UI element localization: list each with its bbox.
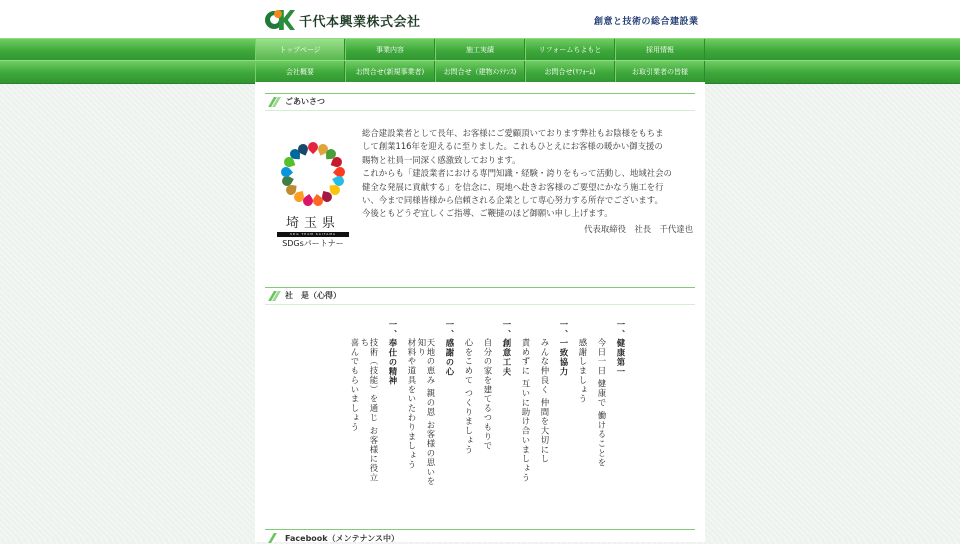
- creed-line: 責めずに 互いに助け合いましょう: [521, 338, 531, 483]
- sdgs-prefecture: 埼玉県: [285, 216, 340, 231]
- greeting-signature: 代表取締役 社長 千代達也: [584, 224, 693, 234]
- global-nav-row1: [0, 38, 960, 62]
- nav-reform[interactable]: リフォームちよもと: [525, 39, 615, 61]
- greeting-heading: ごあいさつ: [265, 93, 695, 111]
- company-name: 千代本興業株式会社: [299, 14, 421, 30]
- creed-head: 一、健康第一: [616, 320, 626, 377]
- heading-slash-icon: [268, 533, 277, 543]
- creed-line: 感謝しましょう: [578, 338, 588, 404]
- facebook-heading: Facebook（メンテナンス中）: [265, 529, 695, 544]
- logo-mark-icon: [265, 10, 295, 30]
- site-header: [0, 0, 960, 38]
- nav-recruit[interactable]: 採用情報: [615, 39, 705, 61]
- nav-contact-maintenance[interactable]: お問合せ（建物ﾒﾝﾃﾅﾝｽ): [435, 61, 525, 83]
- creed-line: 自分の家を建てるつもりで: [483, 338, 493, 451]
- sdgs-ring-icon: [277, 138, 349, 210]
- global-nav-row2: [0, 60, 960, 84]
- nav-partners[interactable]: お取引業者の皆様: [615, 61, 705, 83]
- creed-line: 天地の恵み 親の恩 お客様の思いを知り: [417, 338, 436, 487]
- main-content: [255, 82, 705, 542]
- company-logo[interactable]: [265, 10, 421, 30]
- creed-heading: 社 是（心得）: [265, 287, 695, 305]
- company-creed: [335, 320, 625, 490]
- sdgs-bar: SDG TEAM SAITAMA: [277, 232, 349, 237]
- creed-line: 材料や道具をいたわりましょう: [407, 338, 417, 470]
- nav-top-page[interactable]: トップページ: [255, 39, 345, 61]
- nav-contact-reform[interactable]: お問合せ(ﾘﾌｫｰﾑ): [525, 61, 615, 83]
- header-tagline: 創意と技術の総合建設業: [594, 17, 699, 27]
- nav-business[interactable]: 事業内容: [345, 39, 435, 61]
- nav-company[interactable]: 会社概要: [255, 61, 345, 83]
- sdgs-partner-badge[interactable]: [275, 138, 351, 249]
- nav-works[interactable]: 施工実績: [435, 39, 525, 61]
- creed-head: 一、感謝の心: [445, 320, 455, 377]
- creed-line: 心をこめて つくりましょう: [464, 338, 474, 455]
- sdgs-partner-label: SDGsパートナー: [282, 239, 344, 248]
- creed-line: みんな仲良く 仲間を大切にし: [540, 338, 550, 464]
- greeting-text: 総合建設業者として長年、お客様にご愛顧頂いております弊社もお陰様をもちま して創業116年を迎えるに至りました。これもひとえにお客様の暖かい御支援の 賜物と社員一同深く感激致しております。 これからも「建設業者における専門知識・経験・誇りをもって活動し、地域社会の 健全な発展に貢献する」を信念に、現地へ赴きお客様のご要望にかなう施工を行 い、今まで同様皆様から信頼される企業として専心努力する所存でございます。 今後ともどうぞ宜しくご指導、ご鞭撻のほど御願い申し上げます。: [362, 128, 672, 219]
- creed-line: 技術（技能）を通じ お客様に役立ち: [360, 338, 379, 483]
- creed-head: 一、創意工夫: [502, 320, 512, 377]
- creed-line: 喜んでもらいましょう: [350, 338, 360, 432]
- creed-head: 一、一致協力: [559, 320, 569, 377]
- nav-contact-new[interactable]: お問合せ(新規事業者): [345, 61, 435, 83]
- creed-line: 今日一日 健康で 働けることを: [597, 338, 607, 468]
- creed-head: 一、奉仕の精神: [388, 320, 398, 386]
